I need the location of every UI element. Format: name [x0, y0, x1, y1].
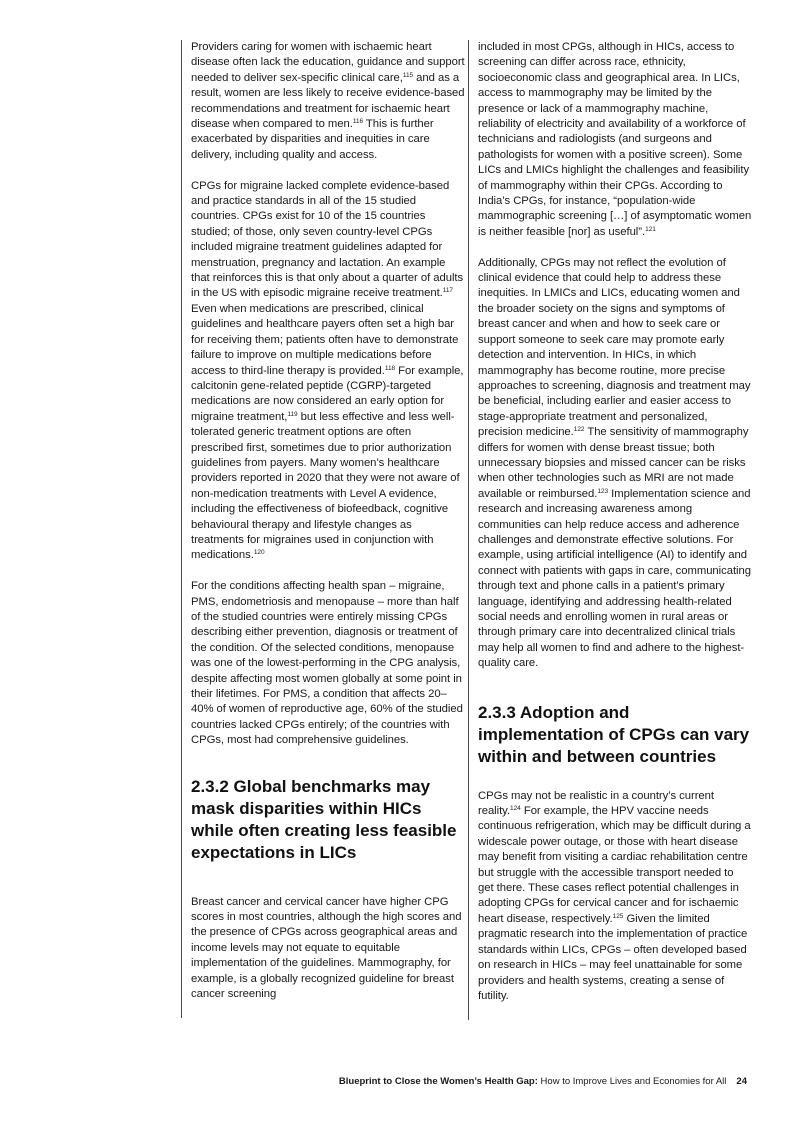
citation-125: 125 [612, 912, 624, 920]
footer-report-subtitle: How to Improve Lives and Economies for All [537, 1076, 727, 1087]
left-column [181, 40, 469, 1018]
section-heading-2-3-3: 2.3.3 Adoption and implementation of CPGs can vary within and between countries [478, 702, 750, 766]
right-column [468, 40, 756, 1020]
left-paragraph-3: For the conditions affecting health span – migraine, PMS, endometriosis and menopause – more than half of the studied countries were entirely missing CPGs describing either prevention, diagnosis or treatment of the condition. Of the selected conditions, menopause was one of the lowest-performing in the CPG analysis, despite affecting most women globally at some point in their lifetimes. For PMS, a condition that affects 20–40% of women of reproductive age, 60% of the studied countries lacked CPGs entirely; of the countries with CPGs, most had comprehensive guidelines. [191, 580, 463, 747]
page-number: 24 [736, 1076, 747, 1087]
right-paragraph-3: CPGs may not be realistic in a country’s current reality.$^{124}$ For example, the HPV vaccine needs continuous refrigeration, which may be difficult during a widescale power outage, or those with heart disease may benefit from visiting a cardiac rehabilitation centre but struggle with the accessible transport needed to get there. These cases reflect potential challenges in adopting CPGs for cervical cancer and for ischaemic heart disease, respectively.$^{125}$ Given the limited pragmatic research into the implementation of practice standards within LICs, CPGs – often developed based on research in HICs – may feel unattainable for some providers and health systems, creating a sense of futility. [478, 789, 751, 1002]
footer-report-title: Blueprint to Close the Women’s Health Gap: [338, 1076, 538, 1087]
citation-118: 118 [384, 364, 396, 372]
left-paragraph-4: Breast cancer and cervical cancer have higher CPG scores in most countries, although the high scores and the presence of CPGs across geographical areas and income levels may not equate to equitable implementation of the guidelines. Mammography, for example, is a globally recognized guideline for breast cancer screening [191, 895, 462, 1001]
left-paragraph-2: CPGs for migraine lacked complete evidence-based and practice standards in all of the 15 studied countries. CPGs exist for 10 of the 15 countries studied; of those, only seven country-level CPGs included migraine treatment guidelines adapted for menstruation, pregnancy and lactation. An example that reinforces this is that only about a quarter of adults in the US with episodic migraine receive treatment.$^{117}$ Even when medications are prescribed, clinical guidelines and healthcare payers often set a high bar for receiving them; patients often have to demonstrate failure to improve on multiple medications before access to third-line therapy is provided.$^{118}$ For example, calcitonin gene-related peptide (CGRP)-targeted medications are now considered an early option for migraine treatment,$^{119}$ but less effective and less well-tolerated generic treatment options are often prescribed first, sometimes due to prior authorization guidelines from payers. Many women’s healthcare providers reported in 2020 that they were not aware of non-medication treatments with Level A evidence, including the effectiveness of biofeedback, cognitive behavioural therapy and lifestyle changes as treatments for migraines used in conjunction with medications.$^{120}$ [191, 179, 464, 562]
citation-119: 119 [287, 410, 298, 418]
right-paragraph-2: Additionally, CPGs may not reflect the evolution of clinical evidence that could help to address these inequities. In LMICs and LICs, educating women and the broader society on the signs and symptoms of breast cancer and when and how to seek care or support someone to seek care may promote early detection and intervention. In HICs, in which mammography has become routine, more precise approaches to screening, diagnosis and treatment may be beneficial, including earlier and easier access to stage-appropriate treatment and personalized, precision medicine.$^{122}$ The sensitivity of mammography differs for women with dense breast tissue; both unnecessary biopsies and missed cancer can be risks when other technologies such as MRI are not made available or reimbursed.$^{123}$ Implementation science and research and increasing awareness among communities can help reduce access and adherence challenges and demonstrate effective solutions. For example, using artificial intelligence (AI) to identify and connect with patients with gaps in care, communicating through text and phone calls in a patient’s primary language, identifying and addressing health-related social needs and enrolling women in rural areas or through primary care into decentralized clinical trials may help all women to find and adhere to the highest-quality care. [478, 256, 751, 670]
citation-124: 124 [510, 805, 521, 813]
citation-120: 120 [253, 549, 265, 557]
citation-121: 121 [645, 225, 656, 233]
right-paragraph-1: included in most CPGs, although in HICs, access to screening can differ across race, ethnicity, socioeconomic class and geographical area. In LICs, access to mammography may be limited by the presence or lack of a mammography machine, reliability of electricity and availability of a workforce of technicians and radiologists (and surgeons and pathologists for women with a positive screen). Some LICs and LMICs highlight the challenges and feasibility of mammography within their CPGs. According to India’s CPGs, for instance, “population-wide mammographic screening […] of asymptomatic women is neither feasible [nor] as useful”.$^{121}$ [478, 41, 752, 238]
citation-115: 115 [402, 71, 414, 79]
citation-117: 117 [442, 287, 453, 295]
citation-116: 116 [352, 118, 364, 126]
section-heading-2-3-2: 2.3.2 Global benchmarks may mask disparities within HICs while often creating less feasible expectations in LICs [191, 776, 457, 862]
page-footer [339, 1075, 747, 1089]
left-paragraph-1: Providers caring for women with ischaemic heart disease often lack the education, guidance and support needed to deliver sex-specific clinical care,$^{115}$ and as a result, women are less likely to receive evidence-based recommendations and treatment for ischaemic heart disease when compared to men.$^{116}$ This is further exacerbated by disparities and inequities in care delivery, including quality and access. [191, 41, 465, 161]
citation-122: 122 [573, 426, 585, 434]
citation-123: 123 [597, 487, 609, 495]
